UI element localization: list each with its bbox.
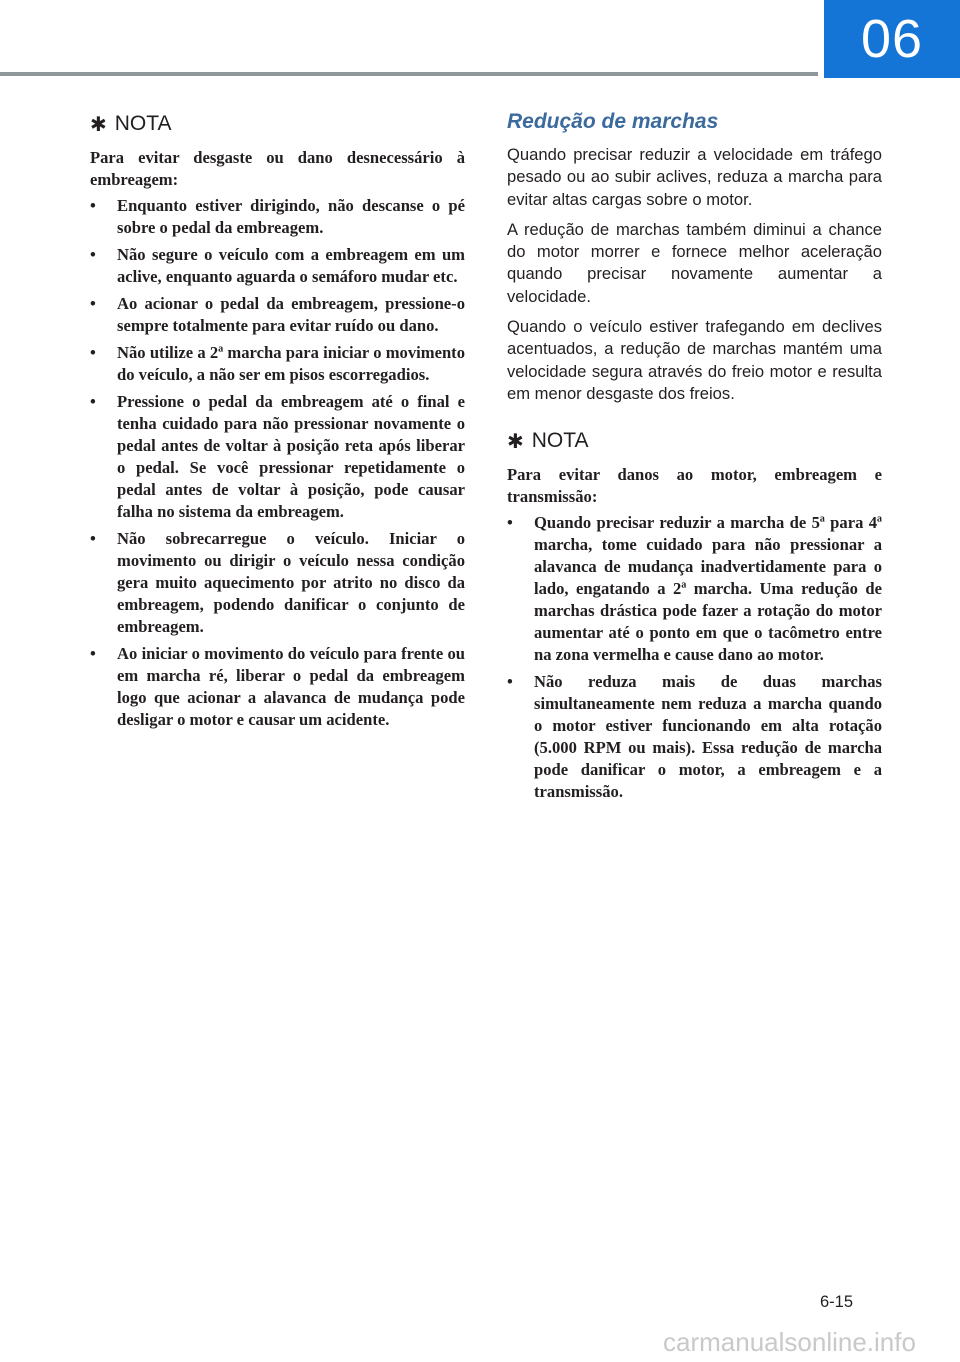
list-item-text: Não reduza mais de duas marchas simultaneamente nem reduza a marcha quando o motor estiver funcionando em alta rotação (5.000 RPM ou mais). Essa redução de marcha pode danificar o motor, a embreagem e a transmissão. <box>534 672 882 802</box>
list-item <box>90 342 465 386</box>
bullet-icon: • <box>90 343 96 362</box>
right-note-title: NOTA <box>531 429 589 453</box>
right-note-list <box>507 512 882 803</box>
left-note-intro: Para evitar desgaste ou dano desnecessário à embreagem: <box>90 148 465 189</box>
note-star-icon: ✱ <box>507 430 524 453</box>
right-column <box>507 108 882 808</box>
list-item <box>507 512 882 666</box>
left-column <box>90 108 465 736</box>
body-paragraph: A redução de marchas também diminui a chance do motor morrer e fornece melhor aceleração quando precisar novamente aumentar a velocidade. <box>507 219 882 306</box>
list-item <box>90 195 465 239</box>
bullet-icon: • <box>90 245 96 264</box>
body-paragraph: Quando o veículo estiver trafegando em declives acentuados, a redução de marchas mantém uma velocidade segura através do freio motor e resulta em menor desgaste dos freios. <box>507 317 882 403</box>
left-note-title: NOTA <box>114 112 172 135</box>
list-item-text: Não sobrecarregue o veículo. Iniciar o movimento ou dirigir o veículo nessa condição gera muito aquecimento por atrito no disco da embreagem, podendo danificar o conjunto de embreagem. <box>117 529 465 636</box>
note-star-icon: ✱ <box>90 113 107 136</box>
list-item-text: Não utilize a 2ª marcha para iniciar o movimento do veículo, a não ser em pisos escorregadios. <box>117 343 465 384</box>
list-item <box>507 671 882 803</box>
watermark: carmanualsonline.info <box>663 1327 916 1357</box>
left-note-list <box>90 195 465 731</box>
left-note-heading <box>90 108 465 140</box>
list-item-text: Pressione o pedal da embreagem até o final e tenha cuidado para não pressionar novamente o pedal antes de voltar à posição reta após liberar o pedal. Se você pressionar repetidamente o pedal antes de voltar à posição, pode causar falha no sistema da embreagem. <box>117 392 465 521</box>
list-item <box>90 643 465 731</box>
list-item-text: Ao acionar o pedal da embreagem, pressione-o sempre totalmente para evitar ruído ou dano. <box>117 294 465 335</box>
list-item <box>90 528 465 638</box>
list-item-text: Não segure o veículo com a embreagem em um aclive, enquanto aguarda o semáforo mudar etc. <box>117 245 465 286</box>
bullet-icon: • <box>90 196 96 215</box>
header-rule <box>0 72 818 76</box>
page-number: 6-15 <box>820 1293 854 1311</box>
body-paragraph: Quando precisar reduzir a velocidade em tráfego pesado ou ao subir aclives, reduza a marcha para evitar altas cargas sobre o motor. <box>507 145 882 209</box>
bullet-icon: • <box>90 392 96 411</box>
bullet-icon: • <box>507 513 513 533</box>
list-item-text: Enquanto estiver dirigindo, não descanse o pé sobre o pedal da embreagem. <box>117 196 465 237</box>
bullet-icon: • <box>90 644 96 663</box>
bullet-icon: • <box>507 672 513 692</box>
section-title: Redução de marchas <box>507 110 719 133</box>
list-item-text: Quando precisar reduzir a marcha de 5ª para 4ª marcha, tome cuidado para não pressionar a alavanca de mudança inadvertidamente para o lado, engatando a 2ª marcha. Uma redução de marchas drástica pode fazer a rotação do motor aumentar até o ponto em que o tacômetro entre na zona vermelha e cause dano ao motor. <box>534 513 882 665</box>
right-note-heading <box>507 425 882 457</box>
list-item <box>90 293 465 337</box>
chapter-tab <box>824 0 960 78</box>
list-item <box>90 391 465 523</box>
list-item-text: Ao iniciar o movimento do veículo para frente ou em marcha ré, liberar o pedal da embreagem logo que acionar a alavanca de mudança pode desligar o motor e causar um acidente. <box>117 644 465 729</box>
list-item <box>90 244 465 288</box>
bullet-icon: • <box>90 529 96 548</box>
right-note-intro: Para evitar danos ao motor, embreagem e transmissão: <box>507 465 882 507</box>
bullet-icon: • <box>90 294 96 313</box>
chapter-number: 06 <box>860 9 924 69</box>
